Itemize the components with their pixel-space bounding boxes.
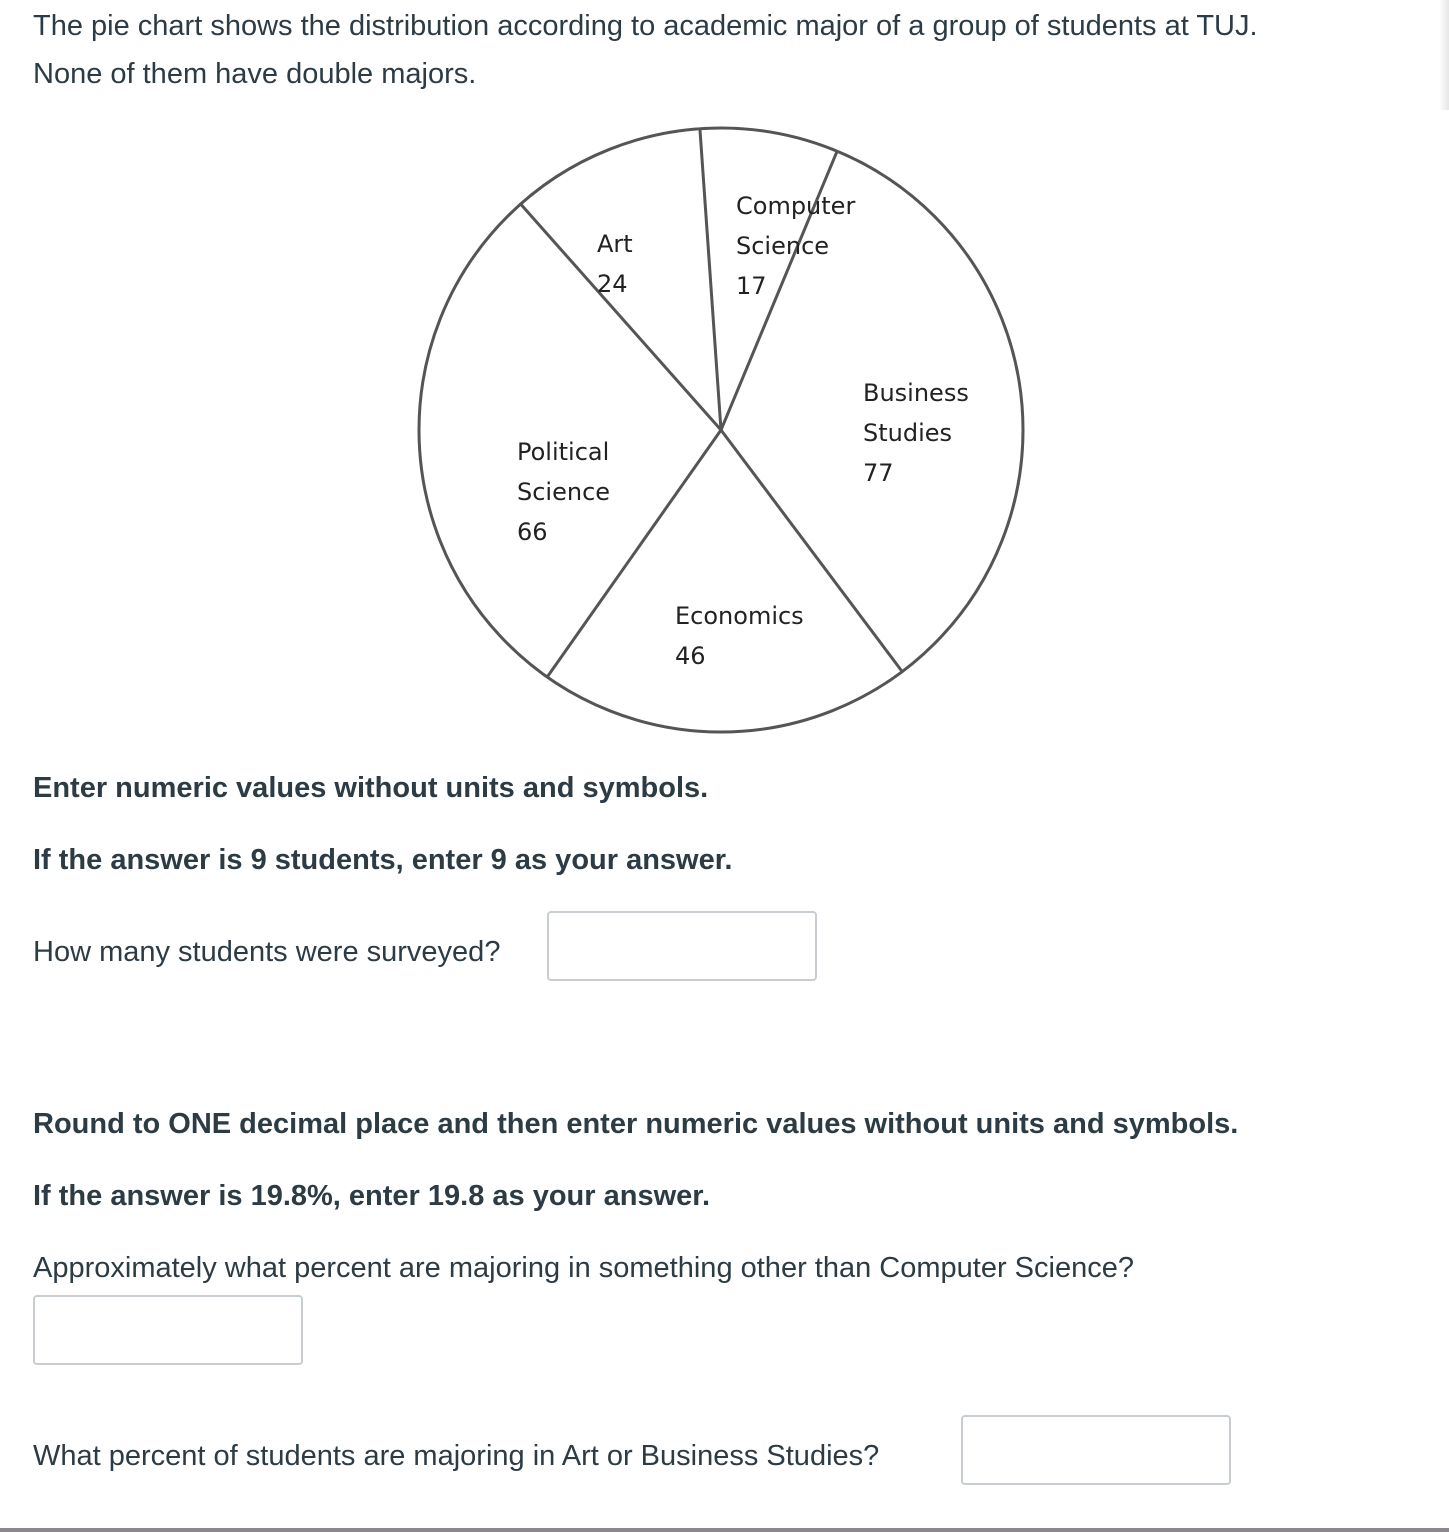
pie-label-line: Business xyxy=(863,379,969,407)
pie-chart xyxy=(0,0,1449,760)
pie-label-line: Computer xyxy=(736,192,856,220)
intro-line-1: The pie chart shows the distribution according to academic major of a group of students at TUJ. xyxy=(33,10,1258,42)
pie-label-line: 66 xyxy=(517,518,548,546)
instruction-rounding: Round to ONE decimal place and then enter numeric values without units and symbols. xyxy=(33,1108,1239,1140)
question-percent-non-cs: Approximately what percent are majoring in something other than Computer Science? xyxy=(33,1252,1134,1284)
pie-label-line: 24 xyxy=(597,270,628,298)
instruction-example: If the answer is 9 students, enter 9 as your answer. xyxy=(33,844,733,876)
question-percent-art-business: What percent of students are majoring in Art or Business Studies? xyxy=(33,1440,880,1472)
pie-label-line: 77 xyxy=(863,459,894,487)
pie-label-line: 46 xyxy=(675,642,706,670)
intro-line-2: None of them have double majors. xyxy=(33,58,477,90)
answer-input-total-surveyed[interactable] xyxy=(547,911,817,981)
pie-label-line: 17 xyxy=(736,272,767,300)
bottom-divider xyxy=(0,1528,1449,1532)
pie-label-line: Science xyxy=(736,232,830,260)
answer-input-percent-non-cs[interactable] xyxy=(33,1295,303,1365)
pie-label-line: Economics xyxy=(675,602,804,630)
pie-label-line: Studies xyxy=(863,419,953,447)
pie-label-line: Science xyxy=(517,478,611,506)
instruction-percent-example: If the answer is 19.8%, enter 19.8 as your answer. xyxy=(33,1180,710,1212)
pie-label-line: Political xyxy=(517,438,610,466)
scroll-shadow xyxy=(1439,0,1449,110)
answer-input-percent-art-business[interactable] xyxy=(961,1415,1231,1485)
question-total-surveyed: How many students were surveyed? xyxy=(33,936,501,968)
pie-label-line: Art xyxy=(597,230,633,258)
instruction-numeric: Enter numeric values without units and symbols. xyxy=(33,772,709,804)
